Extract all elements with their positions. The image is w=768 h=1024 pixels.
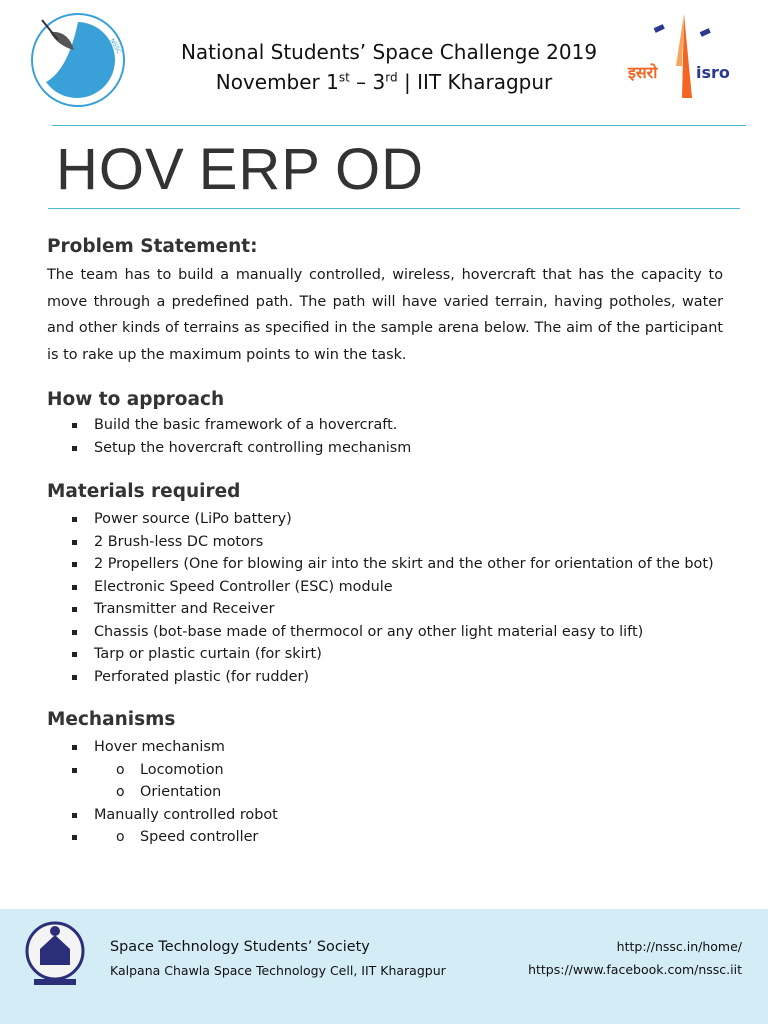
list-item: 2 Brush-less DC motors [70, 531, 714, 554]
list-item: Hover mechanism [70, 736, 278, 759]
list-item: 2 Propellers (One for blowing air into the skirt and the other for orientation of the bot) [70, 553, 714, 576]
footer-facebook-link[interactable]: https://www.facebook.com/nssc.iit [528, 962, 742, 977]
footer-org-name: Space Technology Students’ Society [110, 939, 370, 955]
mechanisms-heading: Mechanisms [47, 709, 176, 730]
robot-sublist [70, 826, 278, 849]
page-title: HOV ERP OD [56, 137, 424, 202]
materials-list [70, 508, 714, 688]
list-item: Chassis (bot-base made of thermocol or any other light material easy to lift) [70, 621, 714, 644]
approach-list [70, 414, 411, 459]
iit-kharagpur-logo [24, 919, 86, 989]
isro-logo [626, 6, 744, 102]
divider-bottom [48, 208, 740, 209]
divider-top [52, 125, 746, 126]
sublist-container [70, 826, 278, 849]
list-item: Setup the hovercraft controlling mechanism [70, 437, 411, 460]
isro-hindi-text: इसरो [628, 63, 658, 82]
footer-website-link[interactable]: http://nssc.in/home/ [616, 939, 742, 954]
sublist-item: o Orientation [70, 781, 278, 804]
problem-statement-text: The team has to build a manually controlled, wireless, hovercraft that has the capacity to move through a predefined path. The path will have varied terrain, having potholes, water and other kinds of terrains as specified in the sample arena below. The aim of the participant is to rake up the maximum points to win the task. [47, 267, 723, 363]
sublist-container [70, 759, 278, 804]
list-item: Tarp or plastic curtain (for skirt) [70, 643, 714, 666]
hover-sublist [70, 759, 278, 804]
sublist-item: o Speed controller [70, 826, 278, 849]
approach-heading: How to approach [47, 389, 225, 410]
sublist-item: o Locomotion [70, 759, 278, 782]
list-item: Perforated plastic (for rudder) [70, 666, 714, 689]
list-item: Transmitter and Receiver [70, 598, 714, 621]
svg-text:NSSC: NSSC [108, 37, 123, 56]
list-item: Build the basic framework of a hovercraft. [70, 414, 411, 437]
list-item: Electronic Speed Controller (ESC) module [70, 576, 714, 599]
event-name: National Students’ Space Challenge 2019 [180, 40, 598, 64]
footer-cell-name: Kalpana Chawla Space Technology Cell, IIT Kharagpur [110, 963, 446, 978]
problem-statement-heading: Problem Statement: [47, 236, 258, 257]
materials-heading: Materials required [47, 481, 241, 502]
list-item: Power source (LiPo battery) [70, 508, 714, 531]
footer [0, 909, 768, 1024]
event-date-location: November 1st – 3rd | IIT Kharagpur [215, 70, 553, 94]
list-item: Manually controlled robot [70, 804, 278, 827]
isro-english-text: isro [696, 63, 730, 82]
mechanisms-list [70, 736, 278, 849]
